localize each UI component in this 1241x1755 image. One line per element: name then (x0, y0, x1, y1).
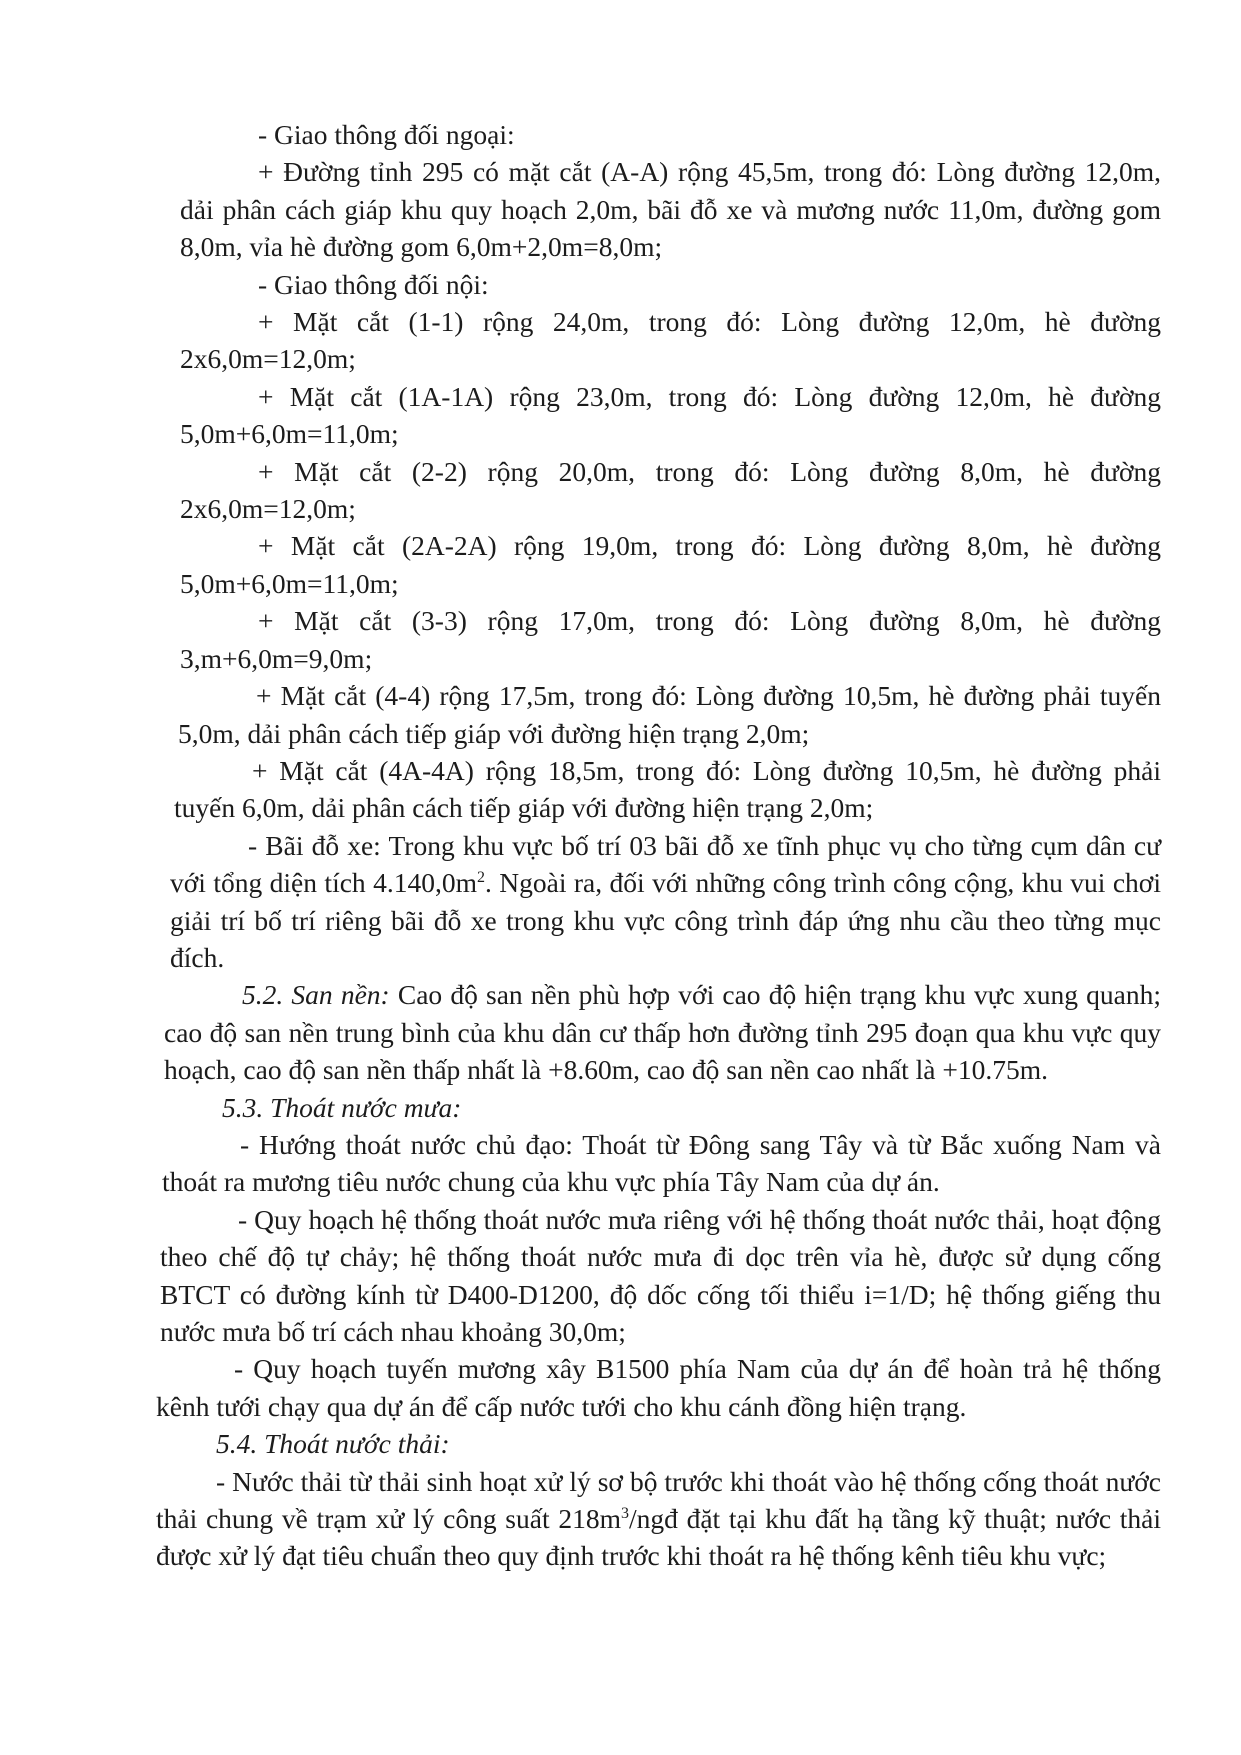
paragraph-section-1-1: + Mặt cắt (1-1) rộng 24,0m, trong đó: Lòng đường 12,0m, hè đường 2x6,0m=12,0m; (180, 306, 1161, 375)
paragraph-internal-traffic: - Giao thông đối nội: (258, 268, 489, 300)
section-5-3-heading: 5.3. Thoát nước mưa: (222, 1091, 462, 1123)
section-5-2-text: Cao độ san nền phù hợp với cao độ hiện trạng khu vực xung quanh; cao độ san nền trung bình của khu dân cư thấp hơn đường tỉnh 295 đoạn qua khu vực quy hoạch, cao độ san nền thấp nhất là +8.60m, cao độ san nền cao nhất là +10.75m. (164, 979, 1161, 1086)
paragraph-ground-leveling (164, 976, 1161, 1088)
paragraph-section-1a-1a: + Mặt cắt (1A-1A) rộng 23,0m, trong đó: Lòng đường 12,0m, hè đường 5,0m+6,0m=11,0m; (180, 380, 1161, 450)
parking-area-superscript: 2 (476, 868, 485, 886)
paragraph-section-2a-2a: + Mặt cắt (2A-2A) rộng 19,0m, trong đó: Lòng đường 8,0m, hè đường 5,0m+6,0m=11,0m; (180, 530, 1161, 599)
paragraph-section-3-3: + Mặt cắt (3-3) rộng 17,0m, trong đó: Lòng đường 8,0m, hè đường 3,m+6,0m=9,0m; (180, 605, 1161, 674)
paragraph-rain-drainage-system: - Quy hoạch hệ thống thoát nước mưa riêng với hệ thống thoát nước thải, hoạt động theo chế độ tự chảy; hệ thống thoát nước mưa đi dọc trên vỉa hè, được sử dụng cống BTCT có đường kính từ D400-D1200, độ dốc cống tối thiểu i=1/D; hệ thống giếng thu nước mưa bố trí cách nhau khoảng 30,0m; (160, 1203, 1161, 1347)
paragraph-provincial-road-295: + Đường tỉnh 295 có mặt cắt (A-A) rộng 45,5m, trong đó: Lòng đường 12,0m, dải phân cách giáp khu quy hoạch 2,0m, bãi đỗ xe và mương nước 11,0m, đường gom 8,0m, vỉa hè đường gom 6,0m+2,0m=8,0m; (180, 156, 1161, 263)
paragraph-section-4-4: + Mặt cắt (4-4) rộng 17,5m, trong đó: Lòng đường 10,5m, hè đường phải tuyến 5,0m, dải phân cách tiếp giáp với đường hiện trạng 2,0m; (178, 680, 1161, 749)
wastewater-text-end: /ngđ đặt tại khu đất hạ tầng kỹ thuật; nước thải được xử lý đạt tiêu chuẩn theo quy định trước khi thoát ra hệ thống kênh tiêu khu vực; (156, 1503, 1162, 1572)
paragraph-rain-drainage-direction: - Hướng thoát nước chủ đạo: Thoát từ Đông sang Tây và từ Bắc xuống Nam và thoát ra mương tiêu nước chung của khu vực phía Tây Nam của dự án. (162, 1128, 1161, 1198)
section-5-2-label: 5.2. San nền: (242, 979, 390, 1011)
paragraph-canal-b1500: - Quy hoạch tuyến mương xây B1500 phía Nam của dự án để hoàn trả hệ thống kênh tưới chạy qua dự án để cấp nước tưới cho khu cánh đồng hiện trạng. (156, 1353, 1161, 1422)
paragraph-external-traffic: - Giao thông đối ngoại: (258, 119, 515, 150)
paragraph-section-4a-4a: + Mặt cắt (4A-4A) rộng 18,5m, trong đó: Lòng đường 10,5m, hè đường phải tuyến 6,0m, dải phân cách tiếp giáp với đường hiện trạng 2,0m; (174, 754, 1161, 824)
paragraph-wastewater (156, 1463, 1161, 1575)
section-5-4-heading: 5.4. Thoát nước thải: (216, 1428, 450, 1460)
paragraph-parking (170, 827, 1161, 977)
parking-text-start: - Bãi đỗ xe: Trong khu vực bố trí 03 bãi đỗ xe tĩnh phục vụ cho từng cụm dân cư với tổng diện tích 4.140,0m (170, 829, 1161, 899)
wastewater-text-start: - Nước thải từ thải sinh hoạt xử lý sơ bộ trước khi thoát vào hệ thống cống thoát nước thải chung về trạm xử lý công suất 218m (156, 1465, 1161, 1535)
wastewater-capacity-superscript: 3 (620, 1504, 629, 1522)
paragraph-section-2-2: + Mặt cắt (2-2) rộng 20,0m, trong đó: Lòng đường 8,0m, hè đường 2x6,0m=12,0m; (180, 455, 1161, 525)
parking-text-end: . Ngoài ra, đối với những công trình công cộng, khu vui chơi giải trí bố trí riêng bãi đỗ xe trong khu vực công trình đáp ứng nhu cầu theo từng mục đích. (170, 867, 1161, 973)
